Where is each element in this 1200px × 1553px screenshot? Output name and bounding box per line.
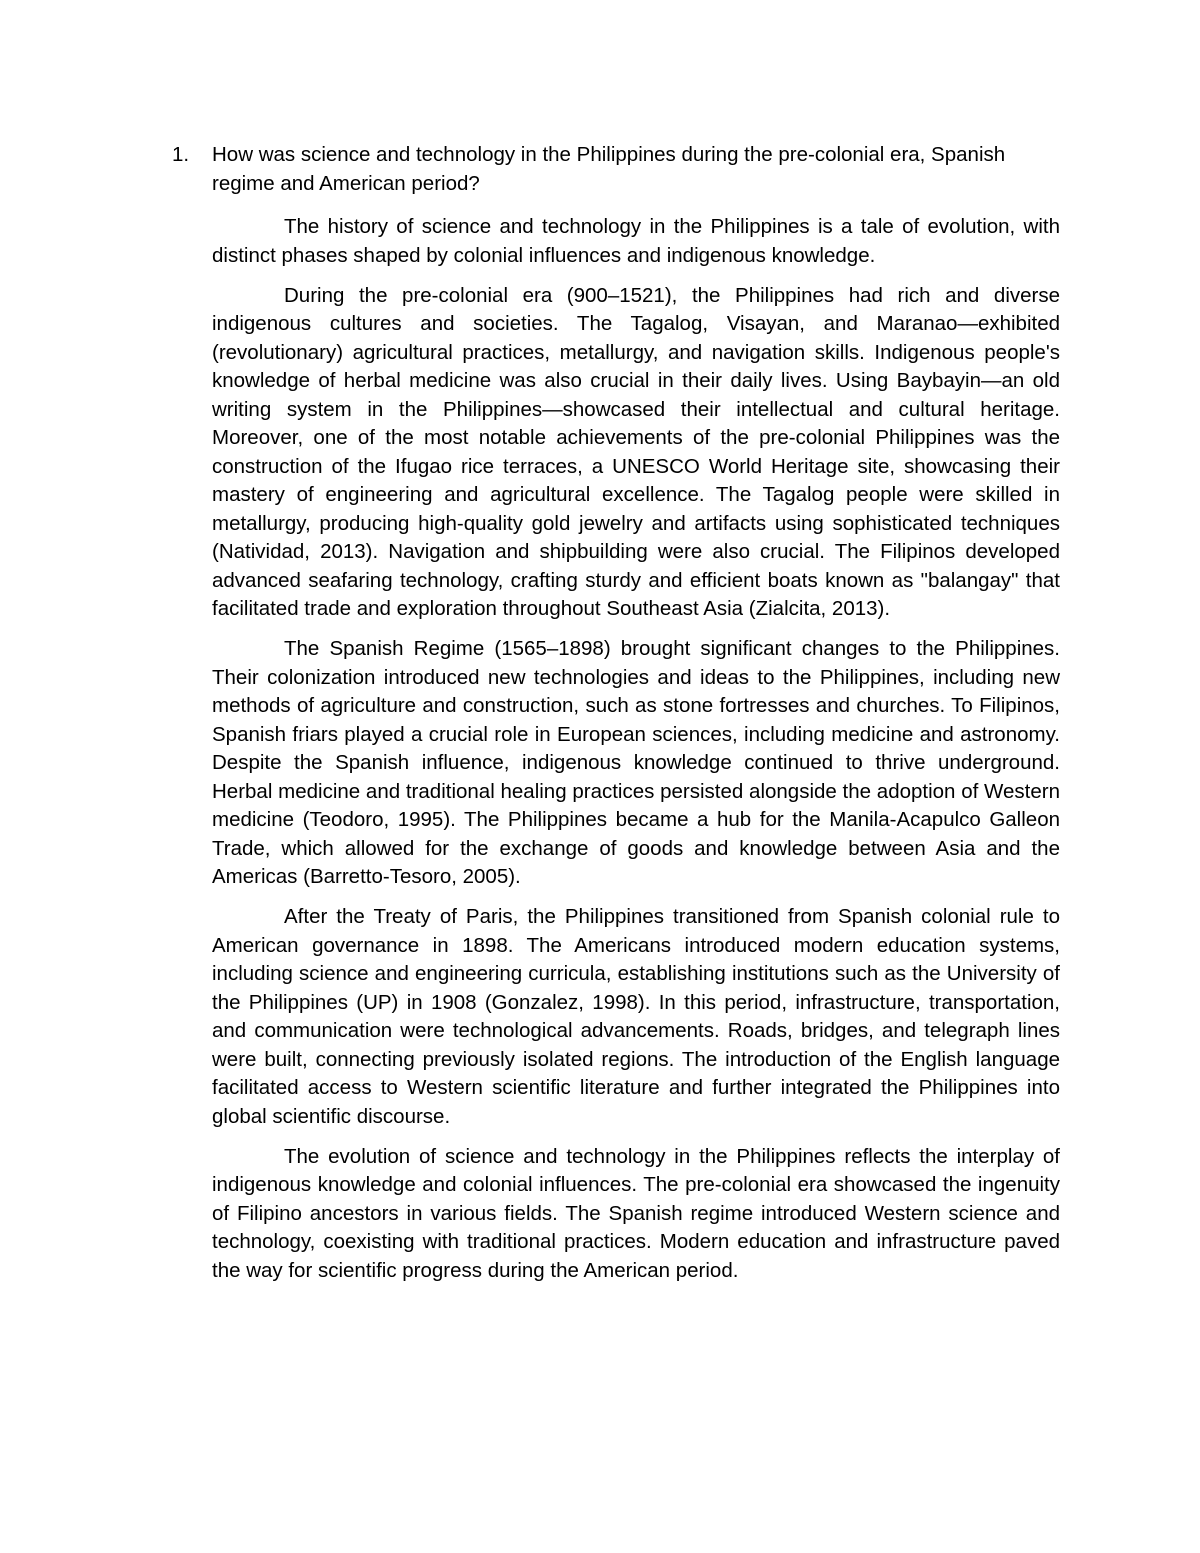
answer-body: [212, 213, 1060, 1297]
question-text: How was science and technology in the Philippines during the pre-colonial era, Spanish regime and American period?: [212, 143, 1006, 195]
question-number: 1.: [172, 143, 190, 166]
question-item: [172, 141, 1060, 198]
paragraph-conclusion: The evolution of science and technology in the Philippines reflects the interplay of indigenous knowledge and colonial influences. The pre-colonial era showcased the ingenuity of Filipino ancestors in various fields. The Spanish regime introduced Western science and technology, coexisting with traditional practices. Modern education and infrastructure paved the way for scientific progress during the American period.: [212, 1144, 1060, 1282]
paragraph-introduction: The history of science and technology in the Philippines is a tale of evolution, with distinct phases shaped by colonial influences and indigenous knowledge.: [212, 215, 1060, 267]
paragraph-american-period: After the Treaty of Paris, the Philippines transitioned from Spanish colonial rule to American governance in 1898. The Americans introduced modern education systems, including science and engineering curricula, establishing institutions such as the University of the Philippines (UP) in 1908 (Gonzalez, 1998). In this period, infrastructure, transportation, and communication were technological advancements. Roads, bridges, and telegraph lines were built, connecting previously isolated regions. The introduction of the English language facilitated access to Western scientific literature and further integrated the Philippines into global scientific discourse.: [212, 905, 1060, 1128]
paragraph-pre-colonial-era: During the pre-colonial era (900–1521), the Philippines had rich and diverse indigenous cultures and societies. The Tagalog, Visayan, and Maranao—exhibited (revolutionary) agricultural practices, metallurgy, and navigation skills. Indigenous people's knowledge of herbal medicine was also crucial in their daily lives. Using Baybayin—an old writing system in the Philippines—showcased their intellectual and cultural heritage. Moreover, one of the most notable achievements of the pre-colonial Philippines was the construction of the Ifugao rice terraces, a UNESCO World Heritage site, showcasing their mastery of engineering and agricultural excellence. The Tagalog people were skilled in metallurgy, producing high-quality gold jewelry and artifacts using sophisticated techniques (Natividad, 2013). Navigation and shipbuilding were also crucial. The Filipinos developed advanced seafaring technology, crafting sturdy and efficient boats known as "balangay" that facilitated trade and exploration throughout Southeast Asia (Zialcita, 2013).: [212, 283, 1060, 620]
paragraph-spanish-regime: The Spanish Regime (1565–1898) brought significant changes to the Philippines. Their colonization introduced new technologies and ideas to the Philippines, including new methods of agriculture and construction, such as stone fortresses and churches. To Filipinos, Spanish friars played a crucial role in European sciences, including medicine and astronomy. Despite the Spanish influence, indigenous knowledge continued to thrive underground. Herbal medicine and traditional healing practices persisted alongside the adoption of Western medicine (Teodoro, 1995). The Philippines became a hub for the Manila-Acapulco Galleon Trade, which allowed for the exchange of goods and knowledge between Asia and the Americas (Barretto-Tesoro, 2005).: [212, 637, 1060, 888]
